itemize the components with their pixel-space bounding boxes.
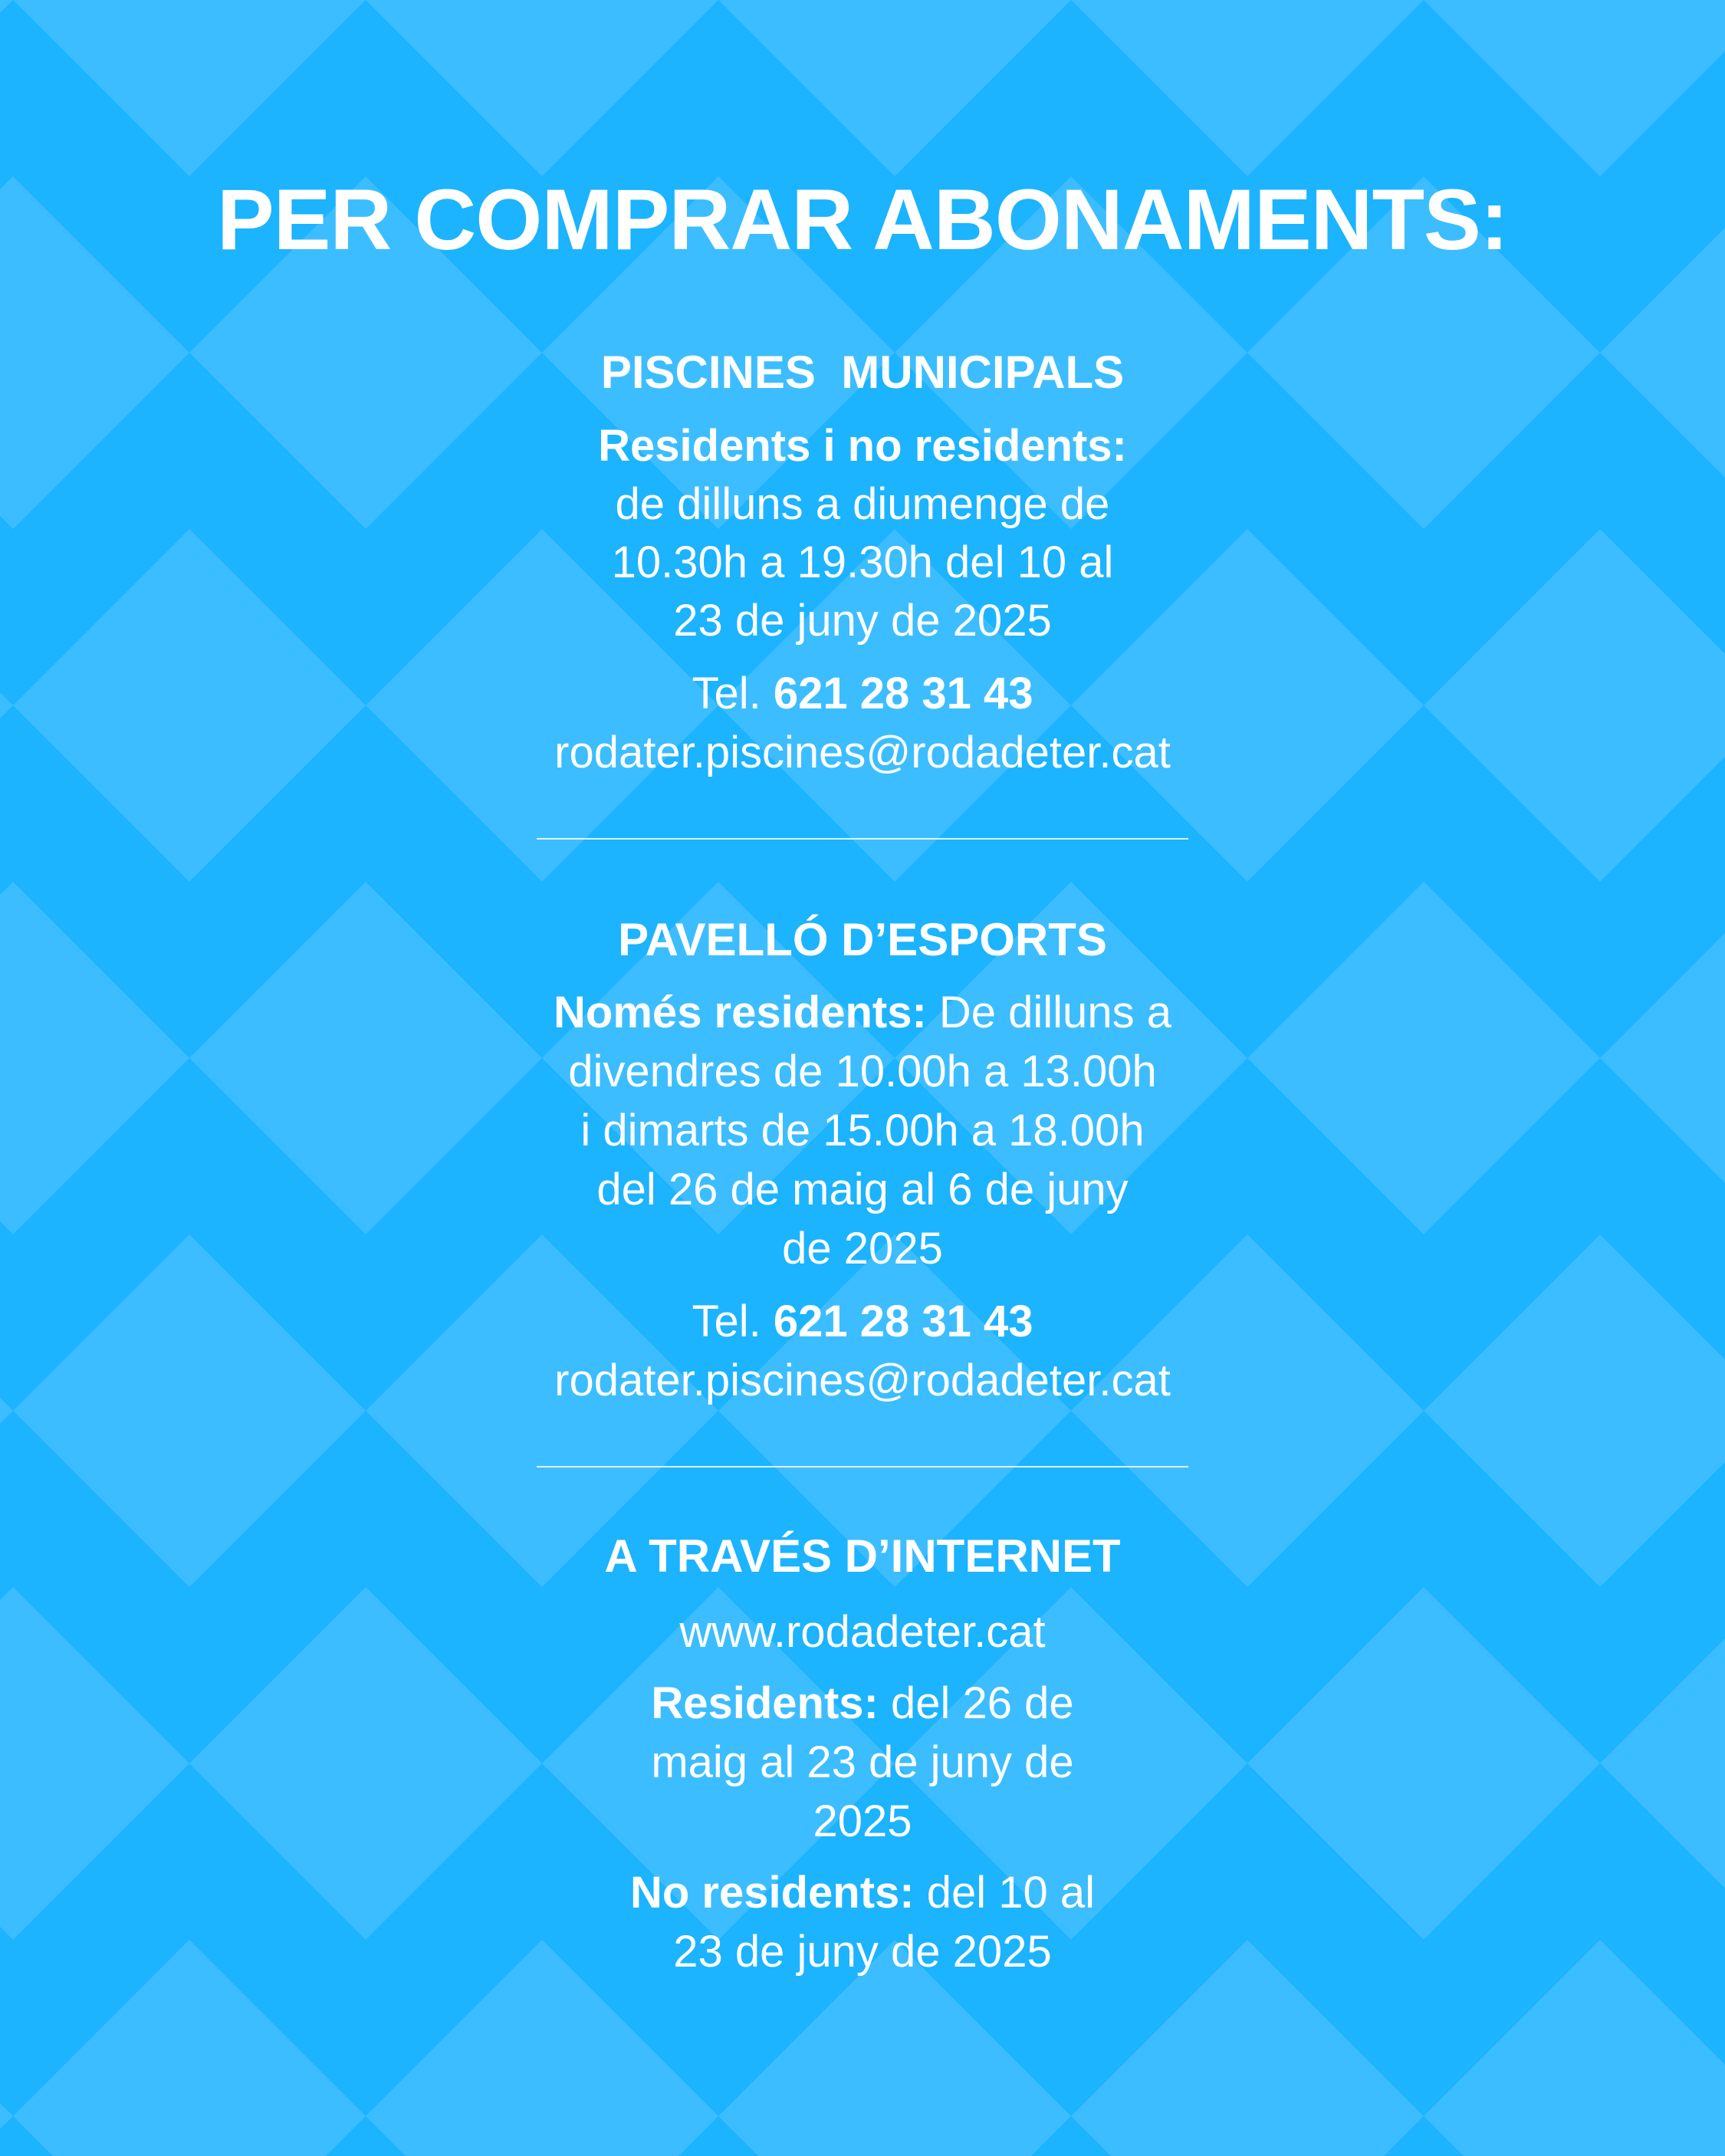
audience-label: Residents: <box>651 1678 879 1728</box>
section-heading: PAVELLÓ D’ESPORTS <box>618 914 1107 965</box>
audience-label: Residents i no residents: <box>598 421 1127 471</box>
date-line: del 10 al <box>926 1868 1096 1918</box>
schedule-line: divendres de 10.00h a 13.00h <box>568 1047 1157 1096</box>
website-link[interactable]: www.rodadeter.cat <box>679 1607 1046 1657</box>
schedule-line: de dilluns a diumenge de <box>615 479 1110 529</box>
date-line: 2025 <box>813 1796 912 1846</box>
phone-number[interactable]: 621 28 31 43 <box>773 669 1033 718</box>
contact-paragraph <box>479 1292 1246 1410</box>
nonresidents-paragraph <box>479 1863 1246 1981</box>
audience-label: No residents: <box>629 1868 915 1918</box>
email-link[interactable]: rodater.piscines@rodadeter.cat <box>554 728 1171 777</box>
date-line: del 26 de <box>890 1678 1074 1728</box>
phone-prefix: Tel. <box>692 669 761 718</box>
schedule-line: 10.30h a 19.30h del 10 al <box>611 537 1114 587</box>
residents-paragraph <box>479 1674 1246 1851</box>
schedule-line: del 26 de maig al 6 de juny <box>596 1165 1129 1214</box>
page-title: PER COMPRAR ABONAMENTS: <box>217 172 1508 268</box>
schedule-line: 23 de juny de 2025 <box>673 596 1052 646</box>
section-pavello <box>479 911 1246 1410</box>
section-heading: PISCINES MUNICIPALS <box>600 347 1125 398</box>
schedule-paragraph <box>479 417 1246 650</box>
audience-label: Només residents: <box>554 988 927 1037</box>
schedule-paragraph <box>479 983 1246 1278</box>
schedule-line: De dilluns a <box>938 988 1171 1037</box>
contact-paragraph <box>479 664 1246 782</box>
section-internet <box>479 1527 1246 1981</box>
section-piscines <box>479 343 1246 782</box>
section-heading: A TRAVÉS D’INTERNET <box>604 1530 1121 1582</box>
schedule-line: de 2025 <box>782 1224 943 1274</box>
schedule-line: i dimarts de 15.00h a 18.00h <box>580 1106 1145 1155</box>
section-divider <box>537 1466 1188 1467</box>
section-divider <box>537 838 1188 840</box>
phone-prefix: Tel. <box>692 1297 761 1346</box>
date-line: maig al 23 de juny de <box>651 1737 1074 1787</box>
date-line: 23 de juny de 2025 <box>673 1927 1052 1977</box>
phone-number[interactable]: 621 28 31 43 <box>773 1297 1033 1346</box>
email-link[interactable]: rodater.piscines@rodadeter.cat <box>554 1356 1171 1405</box>
